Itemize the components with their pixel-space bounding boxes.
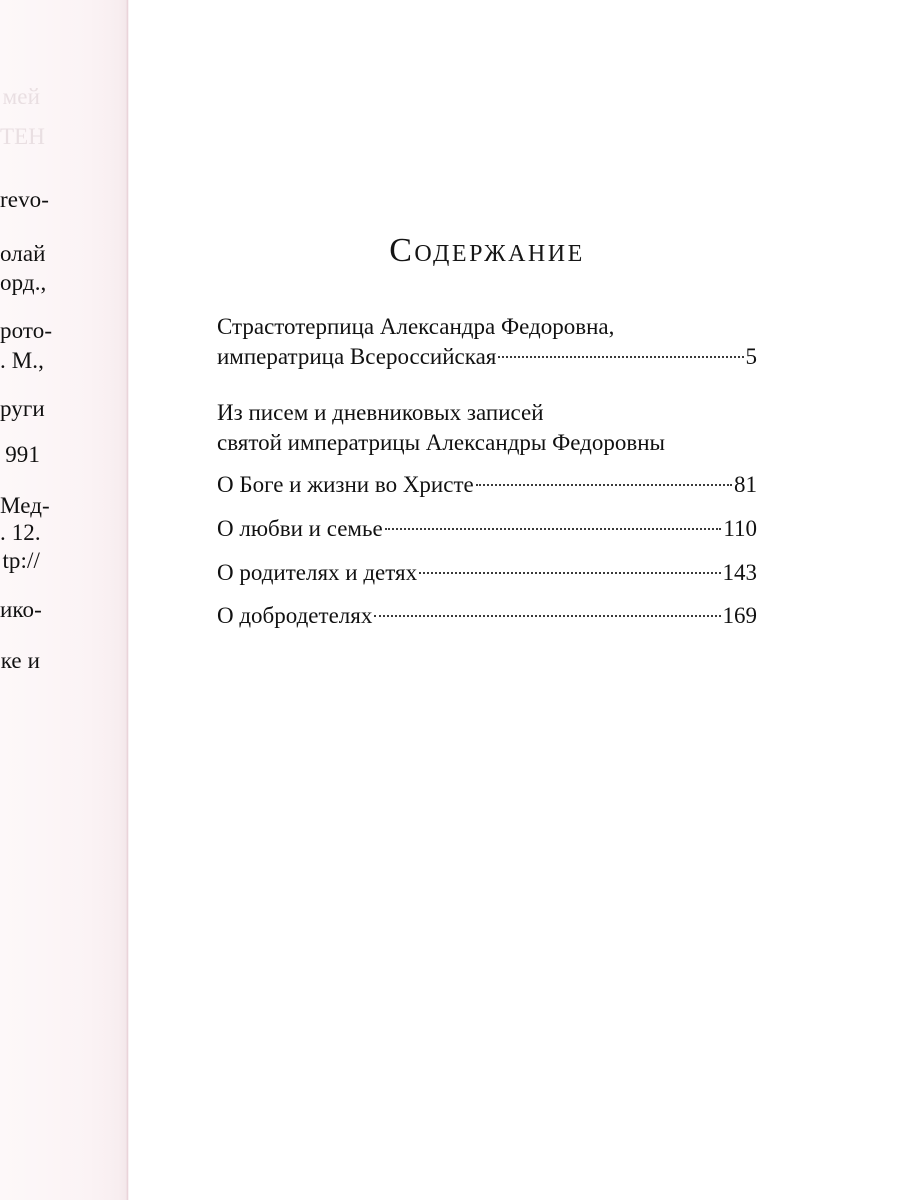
toc-entry <box>217 511 757 547</box>
margin-fragment: руги <box>0 396 45 421</box>
toc-entry-label: О любви и семье <box>217 516 383 541</box>
margin-fragment: Мед- <box>0 493 50 518</box>
toc-entry <box>217 339 757 375</box>
margin-fragment: . 12. <box>0 520 41 545</box>
margin-fragment: revo- <box>0 187 50 212</box>
margin-fragment: орд., <box>0 270 47 295</box>
section-heading-line: святой императрицы Александры Федоровны <box>217 430 666 455</box>
margin-fragment: ико- <box>0 597 42 622</box>
page-title: Содержание <box>389 232 585 269</box>
dot-leader <box>385 528 722 530</box>
toc-entry <box>217 598 757 634</box>
toc-page-number: 110 <box>723 516 757 541</box>
toc-page-number: 81 <box>734 472 757 497</box>
toc-page-number: 143 <box>722 560 757 585</box>
toc-entry-line: Страстотерпица Александра Федоровна, <box>217 314 615 339</box>
dot-leader <box>374 615 720 617</box>
toc-entry-label: О родителях и детях <box>217 560 418 585</box>
margin-fragment: ке и <box>0 648 40 673</box>
margin-fragment: tp:// <box>2 548 40 573</box>
toc-entry-label: О добродетелях <box>217 603 373 628</box>
margin-fragment: олай <box>0 241 46 266</box>
section-heading-line: Из писем и дневниковых записей <box>217 400 544 425</box>
dot-leader <box>498 356 743 358</box>
margin-fragment: ТЕН <box>0 124 46 149</box>
dot-leader <box>476 484 732 486</box>
margin-fragment: рото- <box>0 318 53 343</box>
toc-page-number: 169 <box>722 603 757 628</box>
margin-fragment: мей <box>2 84 40 109</box>
toc-entry <box>217 555 757 591</box>
dot-leader <box>419 572 720 574</box>
margin-fragment: . М., <box>0 348 44 373</box>
margin-fragment: 991 <box>5 442 40 467</box>
page-fold-edge <box>126 0 129 1200</box>
toc-entry-label: О Боге и жизни во Христе <box>217 472 474 497</box>
toc-entry-label: императрица Всероссийская <box>217 344 497 369</box>
toc-page-number: 5 <box>745 344 757 369</box>
toc-entry <box>217 467 757 503</box>
